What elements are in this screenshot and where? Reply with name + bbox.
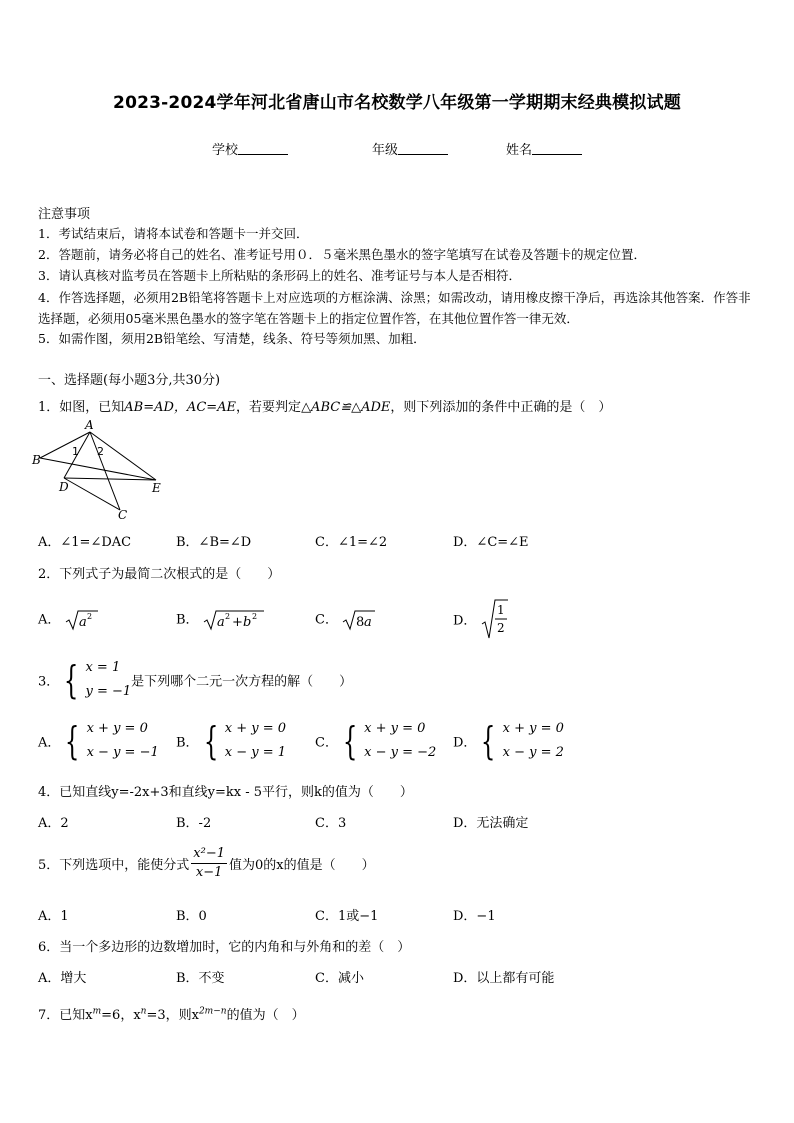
svg-text:8: 8 [356,615,365,630]
q1-option-d[interactable]: D．∠C=∠E [453,535,529,550]
point-label-a: A [85,418,94,432]
segment-be [40,458,156,480]
q4-option-b[interactable]: B．-2 [176,816,212,831]
q2-option-b[interactable]: B． a 2 + b 2 [176,608,265,632]
q6-option-d[interactable]: D．以上都有可能 [453,971,555,986]
q3-option-c[interactable]: C． { x + y = 0 x − y = −2 [315,719,437,763]
q4-option-c[interactable]: C．3 [315,816,347,831]
segment-de [64,478,156,480]
question-3-stem: 3． { x = 1 y = −1 是下列哪个二元一次方程的解（ ） [38,658,353,702]
q1-option-b[interactable]: B．∠B=∠D [176,535,252,550]
q2-option-a[interactable]: A． a 2 [38,608,99,632]
question-2-stem: 2．下列式子为最简二次根式的是（ ） [38,567,281,582]
q4-option-a[interactable]: A．2 [38,816,69,831]
sqrt-8a [342,608,376,632]
notice-item: 2．答题前，请务必将自己的姓名、准考证号用０．５毫米黑色墨水的签字笔填写在试卷及答题卡的规定位置． [38,247,646,262]
point-label-d: D [59,480,69,494]
question-7-stem: 7．已知$x^m=6$，$x^n=3$，则$x^{2m-n}$的值为（ ） [38,1006,305,1023]
svg-text:b: b [242,615,252,630]
question-1-stem: 1．如图，已知AB=AD，AC=AE，若要判定△ABC≌△ADE，则下列添加的条件中正确的是（ ） [38,400,612,415]
q2-option-d[interactable]: D． 1 2 [453,598,509,640]
school-label: 学校 [212,143,239,158]
q1-option-c[interactable]: C．∠1=∠2 [315,535,388,550]
name-label: 姓名 [506,143,533,158]
sqrt-a-squared [65,608,99,632]
notice-title: 注意事项 [38,207,91,222]
section-heading: 一、选择题(每小题3分,共30分) [38,373,221,388]
exam-title: 2023-2024学年河北省唐山市名校数学八年级第一学期期末经典模拟试题 [113,93,681,113]
q3-option-a[interactable]: A． { x + y = 0 x − y = −1 [38,719,159,763]
segment-ac [90,432,120,510]
q3-option-d[interactable]: D． { x + y = 0 x − y = 2 [453,719,564,763]
question-1-figure [30,420,170,520]
svg-text:2: 2 [86,612,92,621]
question-5-stem: 5．下列选项中，能使分式 $\frac{\text{x²−1}}{x-1}$ 值为0的x的值是（ ） [38,846,375,880]
angle-label-1: 1 [72,445,79,458]
q2-option-c[interactable]: C． 8 a [315,608,376,632]
svg-text:2: 2 [496,621,505,635]
q4-option-d[interactable]: D．无法确定 [453,816,529,831]
segment-dc [64,478,120,510]
sqrt-one-half [481,598,509,640]
svg-text:a: a [78,615,87,630]
q5-option-d[interactable]: D．−1 [453,909,496,924]
q3-option-b[interactable]: B． { x + y = 0 x − y = 1 [176,719,287,763]
school-field[interactable] [212,139,288,158]
q6-option-c[interactable]: C．减小 [315,971,364,986]
svg-text:a: a [216,615,225,630]
q6-option-a[interactable]: A．增大 [38,971,87,986]
svg-text:1: 1 [496,603,505,617]
q5-option-a[interactable]: A．1 [38,909,69,924]
svg-text:a: a [364,615,372,630]
name-field[interactable] [506,139,582,158]
svg-text:+: + [231,615,243,630]
question-4-stem: 4．已知直线y=-2x+3和直线y=kx - 5平行，则k的值为（ ） [38,785,413,800]
notice-item: 1．考试结束后，请将本试卷和答题卡一并交回． [38,226,309,241]
grade-label: 年级 [372,143,399,158]
svg-text:2: 2 [224,612,230,621]
q5-option-c[interactable]: C．1或−1 [315,909,379,924]
sqrt-a2-plus-b2 [203,608,265,632]
q6-option-b[interactable]: B．不变 [176,971,225,986]
q5-option-b[interactable]: B．0 [176,909,207,924]
q1-option-a[interactable]: A．∠1=∠DAC [38,535,132,550]
point-label-b: B [32,453,41,467]
fraction: $\frac{\text{x²−1}}{x-1}$ [193,846,225,880]
svg-text:2: 2 [251,612,257,621]
point-label-e: E [152,481,161,495]
grade-field[interactable] [372,139,448,158]
point-label-c: C [118,508,128,522]
angle-label-2: 2 [97,445,104,458]
question-6-stem: 6．当一个多边形的边数增加时，它的内角和与外角和的差（ ） [38,940,411,955]
notice-item: 3．请认真核对监考员在答题卡上所粘贴的条形码上的姓名、准考证号与本人是否相符． [38,268,521,283]
notice-item: 4．作答选择题，必须用2B铅笔将答题卡上对应选项的方框涂满、涂黑；如需改动，请用橡皮擦干净后，再选涂其他答案．作答非选择题，必须用05毫米黑色墨水的签字笔在答题卡上的指定位置作答，在其他位置作答一律无效． [38,290,751,326]
notice-item: 5．如需作图，须用2B铅笔绘、写清楚，线条、符号等须加黑、加粗． [38,331,426,346]
